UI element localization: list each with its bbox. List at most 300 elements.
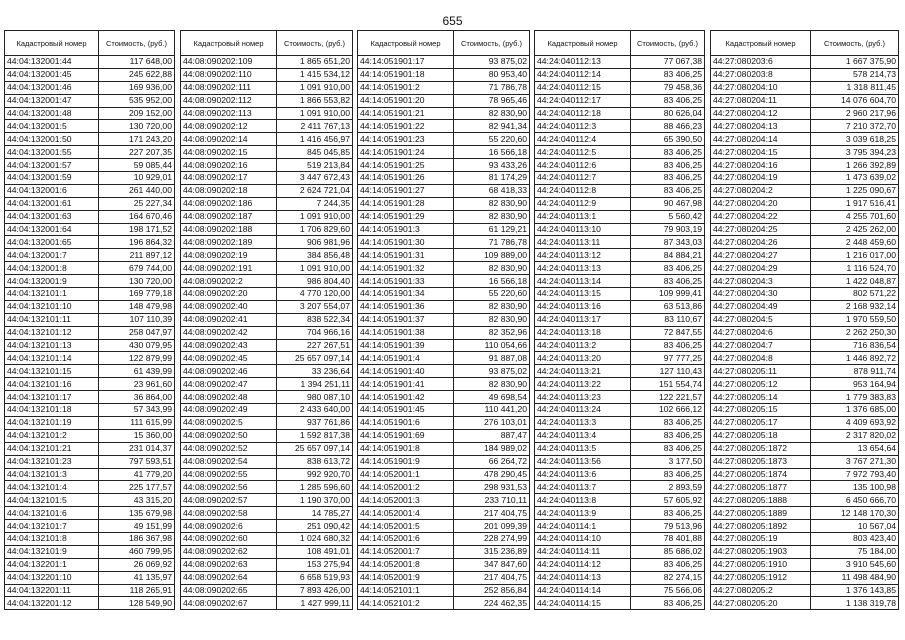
header-cadastral-number: Кадастровый номер <box>181 31 277 56</box>
cadastral-number: 44:08:090202:5 <box>181 416 277 429</box>
table-row <box>181 249 353 262</box>
cost-value: 79 903,19 <box>631 223 705 236</box>
cost-value: 227 207,35 <box>99 146 175 159</box>
table-row <box>181 300 353 313</box>
cost-value: 2 262 250,30 <box>811 326 899 339</box>
cadastral-number: 44:04:132101:21 <box>5 442 99 455</box>
page-number: 655 <box>442 14 463 28</box>
table-row <box>358 159 530 172</box>
cadastral-number: 44:14:052101:2 <box>358 597 454 610</box>
cost-value: 91 887,08 <box>454 352 530 365</box>
cost-value: 85 686,02 <box>631 545 705 558</box>
table-row <box>5 326 175 339</box>
table-row <box>358 300 530 313</box>
cadastral-number: 44:08:090202:58 <box>181 507 277 520</box>
table-row <box>535 210 705 223</box>
cost-value: 135 100,98 <box>811 481 899 494</box>
table-row <box>711 571 899 584</box>
cost-value: 122 879,99 <box>99 352 175 365</box>
table-row <box>181 507 353 520</box>
cost-value: 1 376 143,85 <box>811 584 899 597</box>
cadastral-number: 44:08:090202:49 <box>181 404 277 417</box>
table-row <box>535 172 705 185</box>
cadastral-number: 44:27:080205:14 <box>711 391 811 404</box>
cadastral-number: 44:14:051901:23 <box>358 133 454 146</box>
cost-value: 1 422 048,87 <box>811 275 899 288</box>
cadastral-number: 44:14:052001:9 <box>358 571 454 584</box>
header-row <box>5 31 175 56</box>
cadastral-number: 44:27:080204:16 <box>711 159 811 172</box>
header-row <box>535 31 705 56</box>
cadastral-number: 44:08:090202:15 <box>181 146 277 159</box>
table-row <box>181 326 353 339</box>
cadastral-number: 44:04:132001:64 <box>5 223 99 236</box>
cost-value: 78 965,46 <box>454 94 530 107</box>
cadastral-number: 44:14:051901:25 <box>358 159 454 172</box>
cost-value: 164 670,46 <box>99 210 175 223</box>
cost-value: 838 613,72 <box>277 455 353 468</box>
table-row <box>358 339 530 352</box>
cost-value: 83 406,25 <box>631 416 705 429</box>
cost-value: 43 315,20 <box>99 494 175 507</box>
table-row <box>711 107 899 120</box>
cost-value: 83 406,25 <box>631 184 705 197</box>
cost-value: 953 164,94 <box>811 378 899 391</box>
cadastral-number: 44:04:132101:3 <box>5 468 99 481</box>
cadastral-number: 44:27:080205:1892 <box>711 520 811 533</box>
cost-value: 57 605,92 <box>631 494 705 507</box>
cadastral-number: 44:08:090202:57 <box>181 494 277 507</box>
cost-value: 79 513,96 <box>631 520 705 533</box>
table-row <box>5 56 175 69</box>
table-row <box>5 262 175 275</box>
tables-area <box>4 30 900 628</box>
cadastral-number: 44:24:040113:24 <box>535 404 631 417</box>
cadastral-number: 44:14:052001:5 <box>358 520 454 533</box>
cadastral-number: 44:04:132001:47 <box>5 94 99 107</box>
cost-value: 679 744,00 <box>99 262 175 275</box>
cadastral-number: 44:14:051901:27 <box>358 184 454 197</box>
cadastral-number: 44:27:080204:13 <box>711 120 811 133</box>
cadastral-number: 44:27:080204:15 <box>711 146 811 159</box>
cost-value: 3 795 394,23 <box>811 146 899 159</box>
cost-value: 82 941,34 <box>454 120 530 133</box>
table-row <box>358 404 530 417</box>
table-row <box>711 262 899 275</box>
table-row <box>535 558 705 571</box>
table-row <box>5 120 175 133</box>
table-row <box>5 133 175 146</box>
cost-value: 887,47 <box>454 429 530 442</box>
table-row <box>711 532 899 545</box>
cost-value: 4 770 120,00 <box>277 288 353 301</box>
table-row <box>181 597 353 610</box>
cost-value: 80 953,40 <box>454 68 530 81</box>
cadastral-number: 44:14:051901:26 <box>358 172 454 185</box>
cadastral-number: 44:04:132001:63 <box>5 210 99 223</box>
cadastral-number: 44:27:080204:49 <box>711 300 811 313</box>
cost-value: 83 406,25 <box>631 68 705 81</box>
cadastral-table-5 <box>710 30 899 610</box>
table-row <box>535 313 705 326</box>
table-row <box>181 68 353 81</box>
cadastral-number: 44:04:132101:16 <box>5 378 99 391</box>
table-row <box>535 404 705 417</box>
cadastral-number: 44:14:051901:21 <box>358 107 454 120</box>
cadastral-number: 44:08:090202:55 <box>181 468 277 481</box>
cadastral-number: 44:08:090202:17 <box>181 172 277 185</box>
table-row <box>5 481 175 494</box>
table-row <box>535 262 705 275</box>
cadastral-number: 44:04:132001:45 <box>5 68 99 81</box>
header-cost: Стоимость, (руб.) <box>277 31 353 56</box>
cadastral-number: 44:27:080204:20 <box>711 197 811 210</box>
cadastral-number: 44:24:040113:14 <box>535 275 631 288</box>
cadastral-number: 44:04:132201:11 <box>5 584 99 597</box>
cadastral-number: 44:24:040113:8 <box>535 494 631 507</box>
cadastral-number: 44:27:080205:1910 <box>711 558 811 571</box>
cost-value: 81 174,29 <box>454 172 530 185</box>
table-row <box>181 184 353 197</box>
header-cost: Стоимость, (руб.) <box>631 31 705 56</box>
cadastral-number: 44:27:080203:6 <box>711 56 811 69</box>
cost-value: 111 615,99 <box>99 416 175 429</box>
cost-value: 10 929,01 <box>99 172 175 185</box>
table-row <box>711 184 899 197</box>
table-row <box>535 520 705 533</box>
cost-value: 25 657 097,14 <box>277 442 353 455</box>
cost-value: 7 972 793,40 <box>811 468 899 481</box>
cost-value: 82 830,90 <box>454 107 530 120</box>
table-row <box>358 442 530 455</box>
cost-value: 3 447 672,43 <box>277 172 353 185</box>
cost-value: 1 473 639,02 <box>811 172 899 185</box>
table-row <box>5 107 175 120</box>
cost-value: 80 626,04 <box>631 107 705 120</box>
cost-value: 4 255 701,60 <box>811 210 899 223</box>
table-row <box>5 223 175 236</box>
table-row <box>535 365 705 378</box>
cadastral-number: 44:24:040114:1 <box>535 520 631 533</box>
cost-value: 1 970 559,50 <box>811 313 899 326</box>
cadastral-number: 44:24:040113:4 <box>535 429 631 442</box>
cadastral-number: 44:14:051901:30 <box>358 236 454 249</box>
cadastral-number: 44:27:080204:8 <box>711 352 811 365</box>
cadastral-number: 44:08:090202:186 <box>181 197 277 210</box>
cadastral-number: 44:14:051901:17 <box>358 56 454 69</box>
cost-value: 2 960 217,96 <box>811 107 899 120</box>
cost-value: 1 216 017,00 <box>811 249 899 262</box>
cost-value: 83 406,25 <box>631 159 705 172</box>
table-row <box>358 56 530 69</box>
cadastral-number: 44:27:080204:19 <box>711 172 811 185</box>
cost-value: 97 777,25 <box>631 352 705 365</box>
cadastral-number: 44:08:090202:6 <box>181 520 277 533</box>
cadastral-number: 44:14:051901:6 <box>358 416 454 429</box>
table-row <box>358 352 530 365</box>
cadastral-number: 44:08:090202:43 <box>181 339 277 352</box>
cost-value: 1 706 829,60 <box>277 223 353 236</box>
cadastral-number: 44:14:051901:28 <box>358 197 454 210</box>
table-row <box>535 120 705 133</box>
table-row <box>358 94 530 107</box>
cost-value: 83 406,25 <box>631 275 705 288</box>
cost-value: 10 567,04 <box>811 520 899 533</box>
cadastral-number: 44:04:132001:5 <box>5 120 99 133</box>
cost-value: 55 220,60 <box>454 288 530 301</box>
cadastral-number: 44:08:090202:110 <box>181 68 277 81</box>
cost-value: 82 830,90 <box>454 197 530 210</box>
cadastral-number: 44:08:090202:42 <box>181 326 277 339</box>
cadastral-number: 44:14:051901:20 <box>358 94 454 107</box>
cost-value: 108 491,01 <box>277 545 353 558</box>
table-row <box>711 172 899 185</box>
cost-value: 802 571,22 <box>811 288 899 301</box>
cadastral-number: 44:08:090202:16 <box>181 159 277 172</box>
table-row <box>5 545 175 558</box>
cost-value: 2 425 262,00 <box>811 223 899 236</box>
table-row <box>5 300 175 313</box>
cost-value: 1 285 596,60 <box>277 481 353 494</box>
cost-value: 49 151,99 <box>99 520 175 533</box>
table-row <box>711 288 899 301</box>
table-row <box>711 300 899 313</box>
cadastral-number: 44:27:080205:18 <box>711 429 811 442</box>
table-row <box>358 494 530 507</box>
table-row <box>181 223 353 236</box>
cadastral-number: 44:04:132001:57 <box>5 159 99 172</box>
cost-value: 1 225 090,67 <box>811 184 899 197</box>
cadastral-number: 44:08:090202:54 <box>181 455 277 468</box>
cost-value: 169 779,18 <box>99 288 175 301</box>
cost-value: 83 406,25 <box>631 558 705 571</box>
table-row <box>5 571 175 584</box>
cadastral-number: 44:27:080204:14 <box>711 133 811 146</box>
cadastral-number: 44:04:132101:6 <box>5 507 99 520</box>
cost-value: 82 830,90 <box>454 378 530 391</box>
table-row <box>181 378 353 391</box>
cadastral-number: 44:08:090202:188 <box>181 223 277 236</box>
cadastral-number: 44:24:040113:17 <box>535 313 631 326</box>
table-row <box>181 107 353 120</box>
table-row <box>181 494 353 507</box>
cost-value: 3 039 618,25 <box>811 133 899 146</box>
cadastral-number: 44:08:090202:113 <box>181 107 277 120</box>
cadastral-number: 44:24:040112:5 <box>535 146 631 159</box>
table-row <box>711 249 899 262</box>
cadastral-number: 44:14:051901:3 <box>358 223 454 236</box>
cost-value: 347 847,60 <box>454 558 530 571</box>
cadastral-number: 44:27:080203:8 <box>711 68 811 81</box>
cadastral-number: 44:04:132101:17 <box>5 391 99 404</box>
cadastral-number: 44:24:040114:10 <box>535 532 631 545</box>
cadastral-number: 44:14:051901:38 <box>358 326 454 339</box>
cost-value: 217 404,75 <box>454 571 530 584</box>
cost-value: 7 210 372,70 <box>811 120 899 133</box>
cost-value: 1 266 392,89 <box>811 159 899 172</box>
table-row <box>358 429 530 442</box>
table-row <box>358 532 530 545</box>
cadastral-number: 44:14:052001:6 <box>358 532 454 545</box>
table-row <box>358 107 530 120</box>
cadastral-number: 44:24:040113:6 <box>535 468 631 481</box>
header-cost: Стоимость, (руб.) <box>811 31 899 56</box>
cost-value: 231 014,37 <box>99 442 175 455</box>
table-row <box>358 571 530 584</box>
table-row <box>711 597 899 610</box>
cadastral-number: 44:24:040113:20 <box>535 352 631 365</box>
cost-value: 2 448 459,60 <box>811 236 899 249</box>
cost-value: 72 847,55 <box>631 326 705 339</box>
cadastral-number: 44:24:040112:3 <box>535 120 631 133</box>
header-cadastral-number: Кадастровый номер <box>535 31 631 56</box>
header-cadastral-number: Кадастровый номер <box>5 31 99 56</box>
cost-value: 107 110,39 <box>99 313 175 326</box>
cadastral-number: 44:04:132101:2 <box>5 429 99 442</box>
cadastral-number: 44:24:040112:9 <box>535 197 631 210</box>
cadastral-number: 44:27:080205:12 <box>711 378 811 391</box>
cadastral-number: 44:04:132101:12 <box>5 326 99 339</box>
cost-value: 384 856,48 <box>277 249 353 262</box>
table-row <box>711 352 899 365</box>
table-row <box>358 210 530 223</box>
table-row <box>358 236 530 249</box>
cadastral-number: 44:24:040113:23 <box>535 391 631 404</box>
table-row <box>181 558 353 571</box>
table-row <box>711 455 899 468</box>
cost-value: 430 079,95 <box>99 339 175 352</box>
table-row <box>5 468 175 481</box>
table-row <box>181 313 353 326</box>
cost-value: 980 087,10 <box>277 391 353 404</box>
cost-value: 1 024 680,32 <box>277 532 353 545</box>
cost-value: 1 446 892,72 <box>811 352 899 365</box>
cost-value: 276 103,01 <box>454 416 530 429</box>
cadastral-number: 44:14:051901:45 <box>358 404 454 417</box>
cadastral-number: 44:04:132001:48 <box>5 107 99 120</box>
cost-value: 478 290,45 <box>454 468 530 481</box>
cost-value: 1 318 811,45 <box>811 81 899 94</box>
table-row <box>711 275 899 288</box>
cadastral-number: 44:08:090202:109 <box>181 56 277 69</box>
table-row <box>535 494 705 507</box>
table-row <box>181 391 353 404</box>
table-row <box>5 275 175 288</box>
cost-value: 992 920,70 <box>277 468 353 481</box>
table-row <box>711 584 899 597</box>
table-row <box>711 429 899 442</box>
cadastral-number: 44:27:080205:1912 <box>711 571 811 584</box>
cadastral-number: 44:08:090202:12 <box>181 120 277 133</box>
cadastral-number: 44:04:132101:11 <box>5 313 99 326</box>
table-row <box>535 197 705 210</box>
cost-value: 3 910 545,60 <box>811 558 899 571</box>
table-row <box>358 172 530 185</box>
table-row <box>181 442 353 455</box>
table-row <box>711 159 899 172</box>
cadastral-number: 44:04:132001:9 <box>5 275 99 288</box>
table-row <box>5 146 175 159</box>
cost-value: 937 761,86 <box>277 416 353 429</box>
cadastral-number: 44:04:132101:19 <box>5 416 99 429</box>
table-row <box>358 365 530 378</box>
cost-value: 1 091 910,00 <box>277 107 353 120</box>
cost-value: 1 865 651,20 <box>277 56 353 69</box>
cadastral-number: 44:27:080205:1889 <box>711 507 811 520</box>
table-row <box>535 571 705 584</box>
header-cost: Стоимость, (руб.) <box>99 31 175 56</box>
cost-value: 704 966,16 <box>277 326 353 339</box>
table-row <box>181 146 353 159</box>
cadastral-number: 44:04:132001:7 <box>5 249 99 262</box>
cadastral-number: 44:14:051901:8 <box>358 442 454 455</box>
header-row <box>711 31 899 56</box>
cadastral-number: 44:27:080204:11 <box>711 94 811 107</box>
cadastral-number: 44:27:080205:15 <box>711 404 811 417</box>
table-row <box>711 468 899 481</box>
cost-value: 87 343,03 <box>631 236 705 249</box>
table-row <box>5 313 175 326</box>
cadastral-number: 44:27:080204:12 <box>711 107 811 120</box>
cost-value: 1 091 910,00 <box>277 262 353 275</box>
cadastral-number: 44:27:080204:3 <box>711 275 811 288</box>
cadastral-number: 44:14:051901:42 <box>358 391 454 404</box>
table-row <box>358 507 530 520</box>
table-row <box>5 249 175 262</box>
cost-value: 4 409 693,92 <box>811 416 899 429</box>
table-row <box>535 378 705 391</box>
cost-value: 2 624 721,04 <box>277 184 353 197</box>
table-row <box>181 571 353 584</box>
cost-value: 578 214,73 <box>811 68 899 81</box>
cost-value: 1 190 370,00 <box>277 494 353 507</box>
cost-value: 1 116 524,70 <box>811 262 899 275</box>
table-row <box>5 532 175 545</box>
table-row <box>358 455 530 468</box>
cadastral-number: 44:04:132101:9 <box>5 545 99 558</box>
table-row <box>5 352 175 365</box>
cadastral-number: 44:08:090202:65 <box>181 584 277 597</box>
cost-value: 82 830,90 <box>454 262 530 275</box>
cadastral-number: 44:24:040113:16 <box>535 300 631 313</box>
cadastral-number: 44:14:051901:40 <box>358 365 454 378</box>
cost-value: 83 406,25 <box>631 262 705 275</box>
cadastral-number: 44:04:132101:15 <box>5 365 99 378</box>
table-row <box>5 391 175 404</box>
cadastral-number: 44:27:080204:7 <box>711 339 811 352</box>
cost-value: 2 433 640,00 <box>277 404 353 417</box>
cadastral-number: 44:04:132001:55 <box>5 146 99 159</box>
cadastral-number: 44:08:090202:67 <box>181 597 277 610</box>
table-row <box>5 365 175 378</box>
cadastral-number: 44:27:080204:26 <box>711 236 811 249</box>
table-row <box>358 146 530 159</box>
table-row <box>5 197 175 210</box>
cost-value: 75 566,06 <box>631 584 705 597</box>
cadastral-number: 44:24:040113:22 <box>535 378 631 391</box>
cost-value: 102 666,12 <box>631 404 705 417</box>
cost-value: 84 884,21 <box>631 249 705 262</box>
cadastral-number: 44:08:090202:2 <box>181 275 277 288</box>
cost-value: 57 343,99 <box>99 404 175 417</box>
table-row <box>711 442 899 455</box>
table-row <box>535 56 705 69</box>
cost-value: 78 401,88 <box>631 532 705 545</box>
cost-value: 186 367,98 <box>99 532 175 545</box>
cost-value: 1 376 685,00 <box>811 404 899 417</box>
table-row <box>181 481 353 494</box>
cost-value: 217 404,75 <box>454 507 530 520</box>
